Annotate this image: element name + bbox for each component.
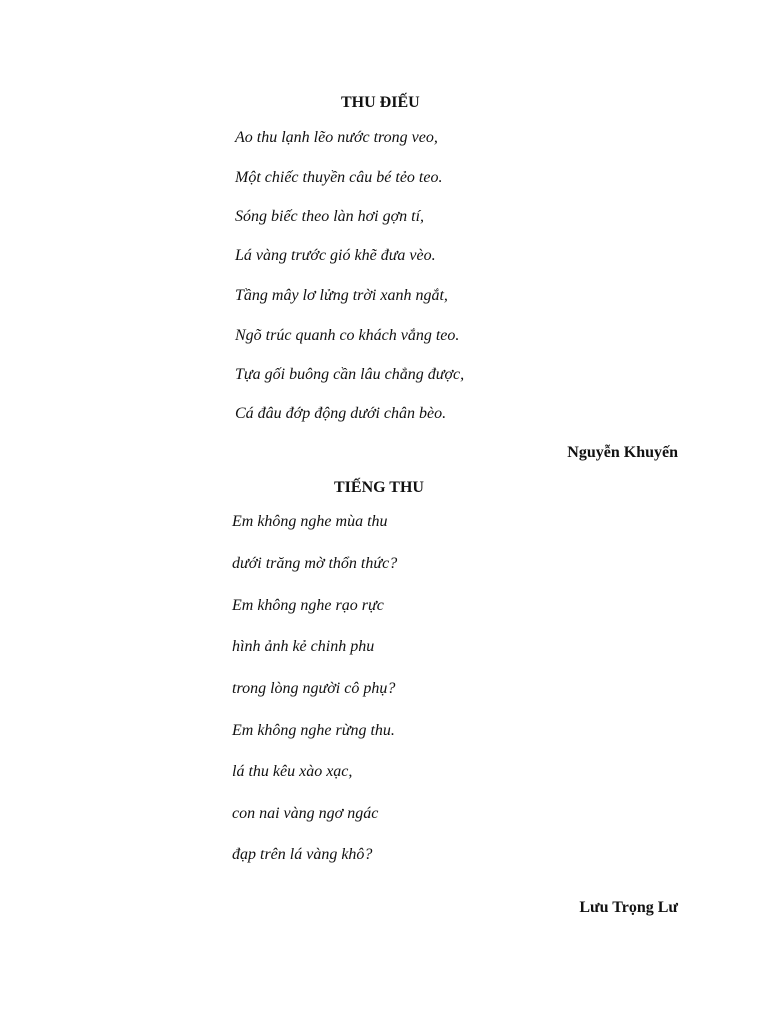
poem-line: Tựa gối buông cần lâu chẳng được, <box>235 366 465 383</box>
poem-line: Em không nghe mùa thu <box>232 513 388 530</box>
poem-line: Tầng mây lơ lửng trời xanh ngắt, <box>235 287 448 304</box>
poem-author: Nguyễn Khuyến <box>567 444 678 461</box>
poem-line: đạp trên lá vàng khô? <box>232 846 373 863</box>
poem-line: Ngõ trúc quanh co khách vắng teo. <box>235 327 460 344</box>
poem-line: Em không nghe rạo rực <box>232 597 384 614</box>
poem-line: lá thu kêu xào xạc, <box>232 763 353 780</box>
poem-line: trong lòng người cô phụ? <box>232 680 396 697</box>
poem-line: Lá vàng trước gió khẽ đưa vèo. <box>235 247 436 264</box>
poem-author: Lưu Trọng Lư <box>579 899 678 916</box>
poem-line: dưới trăng mờ thổn thức? <box>232 555 398 572</box>
poem-line: con nai vàng ngơ ngác <box>232 805 379 822</box>
poem-line: Sóng biếc theo làn hơi gợn tí, <box>235 208 425 225</box>
poem-line: Một chiếc thuyền câu bé tẻo teo. <box>235 169 443 186</box>
poem-line: Em không nghe rừng thu. <box>232 722 395 739</box>
poem-line: Cá đâu đớp động dưới chân bèo. <box>235 405 447 422</box>
poem-line: hình ảnh kẻ chinh phu <box>232 638 375 655</box>
poem-title: TIẾNG THU <box>334 479 424 496</box>
poem-title: THU ĐIẾU <box>341 94 420 111</box>
poem-line: Ao thu lạnh lẽo nước trong veo, <box>235 129 438 146</box>
